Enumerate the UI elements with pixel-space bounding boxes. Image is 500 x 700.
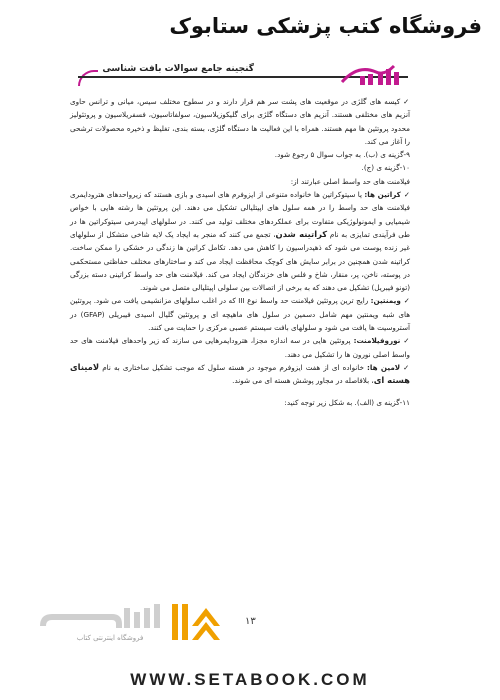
- setabook-footer-logo-icon: [20, 598, 240, 646]
- paragraph-q9: ۹-گزینه ی (ب). به جواب سوال ۵ رجوع شود.: [274, 150, 410, 160]
- main-content: [70, 95, 410, 409]
- book-header: [78, 62, 408, 88]
- footer-logo-tagline: فروشگاه اینترنتی کتاب: [76, 634, 144, 642]
- checkmark-icon: ✓: [403, 296, 410, 306]
- store-title: فروشگاه کتب پزشکی ستابوک: [169, 14, 482, 38]
- paragraph-q11: ۱۱-گزینه ی (الف). به شکل زیر توجه کنید:: [284, 397, 410, 407]
- checkmark-icon: ✓: [403, 362, 410, 372]
- checkmark-icon: ✓: [403, 97, 410, 106]
- brand-swoosh-logo-icon: [338, 62, 408, 88]
- checkmark-icon: ✓: [403, 336, 410, 346]
- paragraph-lamin: ✓لامین ها: خانواده ای از هفت ایزوفرم موجود در هسته سلول که موجب تشکیل ساختاری به نام لامینای هسته ای، بلافاصله در مجاور پوشش هسته ای می شوند.: [70, 361, 410, 386]
- paragraph-q10: ۱۰-گزینه ی (ج).: [361, 163, 410, 173]
- checkmark-icon: ✓: [403, 190, 410, 200]
- paragraph-golgi: ✓کیسه های گلژی در موقعیت های پشت سر هم قرار دارند و در سطوح مختلف سیس، میانی و ترانس حاوی آنزیم های مختلفی هستند. آنزیم های دستگاه گلژی برای گلیکوزیلاسیون، سولفاتاسیون، فسفریلاسیون و پروتئولیز محدود پروتئین ها مهم هستند. همراه با این فعالیت ها دستگاه گلژی، بسته بندی، تغلیظ و ذخیره محصولات ترشحی را آغاز می کند.: [70, 97, 410, 146]
- page-number: ۱۳: [245, 616, 256, 627]
- paragraph-neurofilament: ✓نوروفیلامنت: پروتئین هایی در سه اندازه مجزا، هترودایمرهایی می سازند که زیر واحدهای فیلامنت های حد واسط اصلی نورون ها را تشکیل می دهند.: [70, 336, 410, 359]
- paragraph-vimentin: ✓ویمنتین: رایج ترین پروتئین فیلامنت حد واسط نوع III که در اغلب سلولهای مزانشیمی یافت می شود. پروتئین های شبه ویمنتین مهم شامل دسمین در سلول های ماهیچه ای و پروتئین گلیال اسیدی فیبریلی (GFAP) در آستروسیت ها یافت می شود و سلولهای بافت سیستم عصبی مرکزی را حمایت می کنند.: [70, 296, 410, 333]
- footer-url: WWW.SETABOOK.COM: [130, 670, 370, 689]
- book-title: گنجینه جامع سوالات بافت شناسی: [98, 64, 258, 74]
- paragraph-keratin: ✓کراتین ها: یا سیتوکراتین ها خانواده متنوعی از ایزوفرم های اسیدی و بازی هستند که زیرواحدهای هترودایمری فیلامنت های حد واسط را در همه سلول های اپیتلیالی تشکیل می دهند. این پروتئین ها رشته هایی با خواص شیمیایی و ایمونولوژیکی متفاوت برای عملکردهای مختلف تولید می کنند. در سلولهای اپیدرمی سیتوکراتین ها در طی فرآیندی تمایزی به نام کراتینه شدن، تجمع می کنند که منجر به ایجاد یک لایه شاخی متشکل از سلولهای غیر زنده پوست می شود که ذهیدراسیون را کاهش می دهد. تکامل کراتین ها زندگی در خشکی را ممکن ساخت. کراتینه شدن همچنین در برابر سایش های کوچک محافظت ایجاد می کند و ساختارهای مختلف حفاظتی مستحکمی در پوسته، ناخن، پر، منقار، شاخ و فلس های خزندگان ایجاد می کند. فیلامنت های حد واسط کراتینی دسته بزرگی (تونو فیبریل) تشکیل می دهند که به برخی از اتصالات بین سلولی اپیتلیالی متصل می شوند.: [70, 190, 410, 293]
- paragraph-intro: فیلامنت های حد واسط اصلی عبارتند از:: [290, 176, 410, 186]
